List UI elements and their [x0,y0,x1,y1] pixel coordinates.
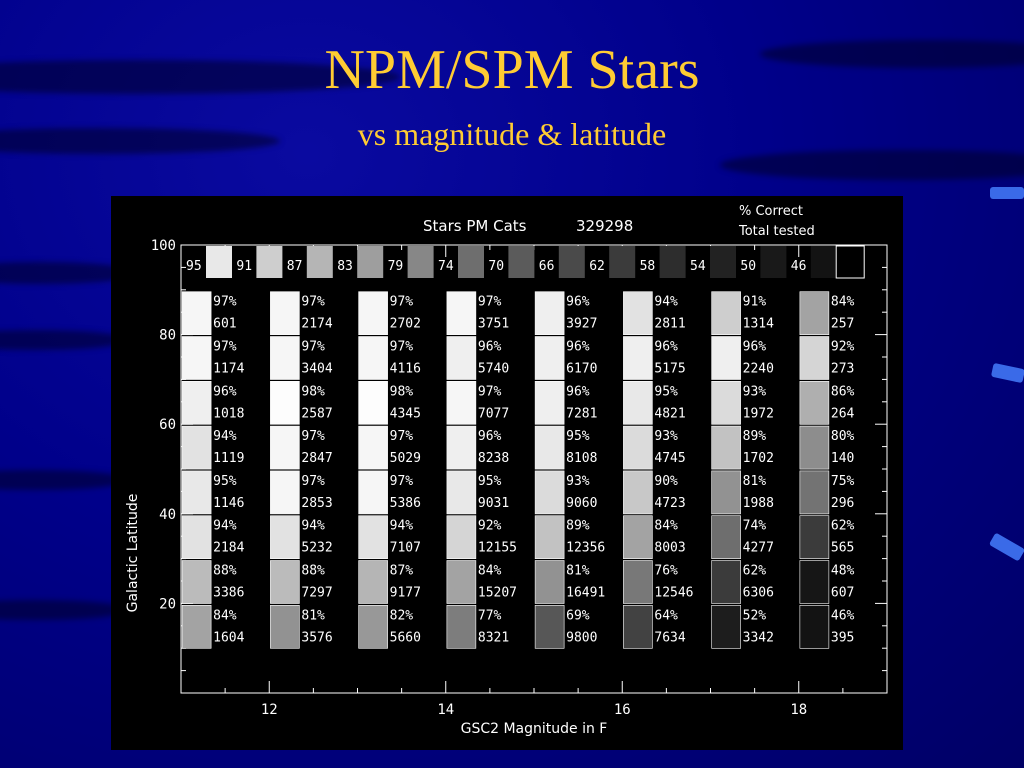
x-tick-label: 12 [260,702,278,718]
x-tick-label: 16 [613,702,631,718]
heatmap-cell [712,561,741,604]
grayscale-key-label: 95 [186,259,202,274]
cell-count-label: 8108 [566,451,598,467]
cell-count-label: 7077 [477,406,510,422]
y-axis-label: Galactic Latitude [125,493,141,613]
cell-count-label: 3576 [301,630,333,646]
heatmap-cell [182,605,211,648]
heatmap-cell [270,605,299,648]
heatmap-cell [800,381,829,424]
heatmap-cell [270,426,299,469]
x-axis-label: GSC2 Magnitude in F [460,721,608,737]
heatmap-cell [712,292,741,335]
heatmap-cell [447,561,476,604]
heatmap-cell [447,471,476,514]
grayscale-key-label: 70 [488,259,505,274]
heatmap-cell [270,381,299,424]
background-accent [990,187,1024,199]
heatmap-cell [712,605,741,648]
grayscale-key-swatch [609,246,635,278]
cell-percent-label: 92% [830,339,855,355]
cell-count-label: 2184 [213,540,245,556]
cell-percent-label: 98% [301,384,325,400]
cell-percent-label: 84% [477,563,502,579]
cell-count-label: 9177 [389,585,421,601]
grayscale-key-label: 50 [740,259,757,274]
background-accent [989,532,1024,561]
cell-percent-label: 75% [830,473,855,489]
y-tick-label: 40 [159,506,176,523]
cell-percent-label: 77% [477,608,502,624]
heatmap-cell [623,426,652,469]
cell-percent-label: 84% [213,608,237,624]
cell-count-label: 1146 [213,495,245,511]
cell-percent-label: 87% [389,563,414,579]
plot-area [151,238,887,718]
cell-percent-label: 76% [654,563,678,579]
cell-count-label: 12356 [566,540,606,556]
heatmap-cell [447,292,476,335]
grayscale-key-label: 87 [286,259,303,274]
heatmap-cell [623,381,652,424]
cell-count-label: 12155 [477,540,518,556]
cell-count-label: 607 [830,585,855,601]
cell-percent-label: 81% [301,608,325,624]
grayscale-key-swatch [660,246,686,278]
cell-percent-label: 94% [654,294,678,310]
cell-count-label: 5740 [477,361,510,377]
cell-count-label: 273 [830,361,855,377]
heatmap-chart [111,196,903,750]
heatmap-cell [182,561,211,604]
cell-percent-label: 62% [830,518,855,534]
grayscale-key-swatch [710,246,736,278]
cell-count-label: 6170 [566,361,598,377]
heatmap-cell [712,337,741,380]
cell-percent-label: 97% [213,339,237,355]
cell-percent-label: 96% [566,294,590,310]
slide-title: NPM/SPM Stars [324,39,700,101]
heatmap-cell [623,561,652,604]
heatmap-cell [800,426,829,469]
cell-count-label: 296 [830,495,855,511]
cell-percent-label: 88% [213,563,237,579]
cell-percent-label: 93% [742,384,767,400]
cell-count-label: 601 [213,316,237,332]
heatmap-cell [182,516,211,559]
heatmap-cell [535,292,564,335]
heatmap-cell [623,292,652,335]
grayscale-key-swatch [307,246,333,278]
cell-percent-label: 92% [477,518,502,534]
cell-percent-label: 95% [213,473,237,489]
cell-count-label: 2240 [742,361,774,377]
cell-count-label: 140 [830,451,855,467]
heatmap-cell [447,426,476,469]
heatmap-cell [359,471,388,514]
heatmap-cell [359,426,388,469]
legend-line-percent: % Correct [739,204,803,219]
grayscale-key-swatch [408,246,434,278]
cell-count-label: 1314 [742,316,774,332]
chart-panel [111,196,903,750]
chart-total-count: 329298 [576,217,634,235]
heatmap-cell [182,337,211,380]
cell-percent-label: 93% [566,473,590,489]
cell-count-label: 5660 [389,630,421,646]
heatmap-cell [447,381,476,424]
cell-count-label: 1018 [213,406,245,422]
cell-percent-label: 91% [742,294,767,310]
grayscale-key-label: 58 [639,259,656,274]
y-tick-label: 80 [159,327,176,344]
cell-percent-label: 86% [830,384,855,400]
legend-line-total: Total tested [739,224,815,239]
cell-count-label: 2702 [389,316,421,332]
cell-percent-label: 88% [301,563,325,579]
y-tick-label: 60 [159,417,176,434]
heatmap-cell [800,337,829,380]
cell-count-label: 5029 [389,451,421,467]
cell-percent-label: 94% [301,518,325,534]
cell-percent-label: 52% [742,608,767,624]
heatmap-cell [447,337,476,380]
cell-percent-label: 94% [213,518,237,534]
heatmap-cell [535,337,564,380]
cell-percent-label: 95% [566,429,590,445]
cell-count-label: 4745 [654,451,686,467]
cell-count-label: 257 [830,316,855,332]
heatmap-cell [800,605,829,648]
cell-percent-label: 97% [389,473,414,489]
heatmap-cell [270,292,299,335]
heatmap-cell [623,471,652,514]
cell-percent-label: 84% [654,518,678,534]
grayscale-key-swatch [811,246,837,278]
cell-percent-label: 46% [830,608,855,624]
heatmap-cell [270,561,299,604]
heatmap-cell [535,561,564,604]
cell-count-label: 1988 [742,495,774,511]
cell-count-label: 2847 [301,451,333,467]
cell-percent-label: 90% [654,473,678,489]
heatmap-cell [535,381,564,424]
cell-percent-label: 96% [566,384,590,400]
cell-percent-label: 94% [213,429,237,445]
heatmap-cell [359,516,388,559]
cell-count-label: 4116 [389,361,421,377]
cell-count-label: 5386 [389,495,421,511]
grayscale-key-label: 79 [387,259,404,274]
cell-count-label: 1604 [213,630,245,646]
heatmap-cell [359,337,388,380]
cell-count-label: 2587 [301,406,333,422]
cell-percent-label: 81% [566,563,590,579]
grayscale-key-label: 74 [438,259,454,274]
cell-count-label: 7281 [566,406,598,422]
grayscale-key-label: 54 [690,259,706,274]
cell-percent-label: 97% [389,429,414,445]
grayscale-key-label: 91 [236,259,253,274]
grayscale-key-swatch [206,246,232,278]
heatmap-cell [359,381,388,424]
cell-percent-label: 97% [477,294,502,310]
heatmap-cell [359,605,388,648]
cell-percent-label: 96% [566,339,590,355]
cell-percent-label: 95% [654,384,678,400]
cell-percent-label: 98% [389,384,414,400]
chart-title: Stars PM Cats [423,217,527,235]
cell-percent-label: 84% [830,294,855,310]
heatmap-cell [800,561,829,604]
cell-percent-label: 82% [389,608,414,624]
heatmap-cell [535,516,564,559]
cell-percent-label: 80% [830,429,855,445]
cell-percent-label: 94% [389,518,414,534]
cell-percent-label: 93% [654,429,678,445]
cell-count-label: 3404 [301,361,333,377]
cell-count-label: 3386 [213,585,245,601]
cell-percent-label: 96% [477,429,502,445]
heatmap-cell [447,516,476,559]
cell-percent-label: 96% [742,339,767,355]
grayscale-key-label: 66 [538,259,555,274]
heatmap-cell [535,605,564,648]
grayscale-key-swatch [836,246,864,278]
cell-count-label: 8003 [654,540,686,556]
cell-count-label: 12546 [654,585,694,601]
heatmap-cell [535,471,564,514]
cell-percent-label: 81% [742,473,767,489]
cell-percent-label: 96% [477,339,502,355]
heatmap-cell [182,292,211,335]
cell-percent-label: 97% [389,294,414,310]
cell-count-label: 3927 [566,316,598,332]
cell-percent-label: 64% [654,608,678,624]
heatmap-cell [800,516,829,559]
cell-count-label: 15207 [477,585,518,601]
cell-percent-label: 96% [213,384,237,400]
grayscale-key-swatch [458,246,484,278]
grayscale-key-swatch [559,246,585,278]
cell-count-label: 5175 [654,361,686,377]
cell-count-label: 16491 [566,585,606,601]
cell-percent-label: 97% [477,384,502,400]
y-tick-label: 20 [159,596,176,613]
cell-count-label: 7297 [301,585,333,601]
cell-count-label: 1702 [742,451,774,467]
y-tick-label: 100 [150,238,176,254]
heatmap-cell [182,471,211,514]
heatmap-cell [623,337,652,380]
cell-percent-label: 48% [830,563,855,579]
grayscale-key-label: 62 [589,259,605,274]
cell-count-label: 9031 [477,495,510,511]
heatmap-cell [800,471,829,514]
heatmap-cell [712,471,741,514]
cell-count-label: 9800 [566,630,598,646]
heatmap-cell [182,381,211,424]
cell-count-label: 1174 [213,361,245,377]
heatmap-cell [270,516,299,559]
heatmap-cell [182,426,211,469]
cell-percent-label: 69% [566,608,590,624]
heatmap-cell [359,292,388,335]
background-accent [991,363,1024,383]
cell-percent-label: 97% [301,473,325,489]
cell-percent-label: 97% [301,294,325,310]
heatmap-cell [359,561,388,604]
cell-count-label: 4277 [742,540,774,556]
cell-percent-label: 62% [742,563,767,579]
cell-percent-label: 95% [477,473,502,489]
cell-count-label: 7634 [654,630,686,646]
cell-count-label: 395 [830,630,855,646]
grayscale-key-swatch [508,246,534,278]
x-tick-label: 18 [790,702,808,718]
cell-count-label: 8321 [477,630,510,646]
cell-percent-label: 97% [301,339,325,355]
heatmap-cell [623,605,652,648]
cell-count-label: 4345 [389,406,421,422]
cell-count-label: 2853 [301,495,333,511]
heatmap-cell [535,426,564,469]
heatmap-cell [447,605,476,648]
grayscale-key-label: 46 [790,259,807,274]
heatmap-cell [270,337,299,380]
cell-count-label: 7107 [389,540,421,556]
heatmap-cell [712,381,741,424]
cell-count-label: 264 [830,406,855,422]
heatmap-cell [712,516,741,559]
cell-count-label: 3342 [742,630,774,646]
cell-count-label: 2174 [301,316,333,332]
x-tick-label: 14 [437,702,455,718]
cell-count-label: 565 [830,540,855,556]
cell-percent-label: 97% [389,339,414,355]
grayscale-key-swatch [760,246,786,278]
cell-count-label: 6306 [742,585,774,601]
cell-count-label: 2811 [654,316,686,332]
heatmap-cell [270,471,299,514]
cell-count-label: 4821 [654,406,686,422]
heatmap-cell [712,426,741,469]
grayscale-key-label: 83 [337,259,353,274]
cell-percent-label: 74% [742,518,767,534]
cell-count-label: 5232 [301,540,333,556]
slide-subtitle: vs magnitude & latitude [357,116,667,152]
cell-count-label: 8238 [477,451,510,467]
cell-percent-label: 97% [213,294,237,310]
cell-percent-label: 97% [301,429,325,445]
cell-percent-label: 89% [742,429,767,445]
heatmap-cell [800,292,829,335]
background-streak [720,150,1024,180]
cell-count-label: 4723 [654,495,686,511]
grayscale-key-swatch [256,246,282,278]
heatmap-cell [623,516,652,559]
cell-percent-label: 96% [654,339,678,355]
cell-percent-label: 89% [566,518,590,534]
cell-count-label: 1119 [213,451,245,467]
cell-count-label: 9060 [566,495,598,511]
grayscale-key-swatch [357,246,383,278]
cell-count-label: 3751 [477,316,510,332]
cell-count-label: 1972 [742,406,774,422]
